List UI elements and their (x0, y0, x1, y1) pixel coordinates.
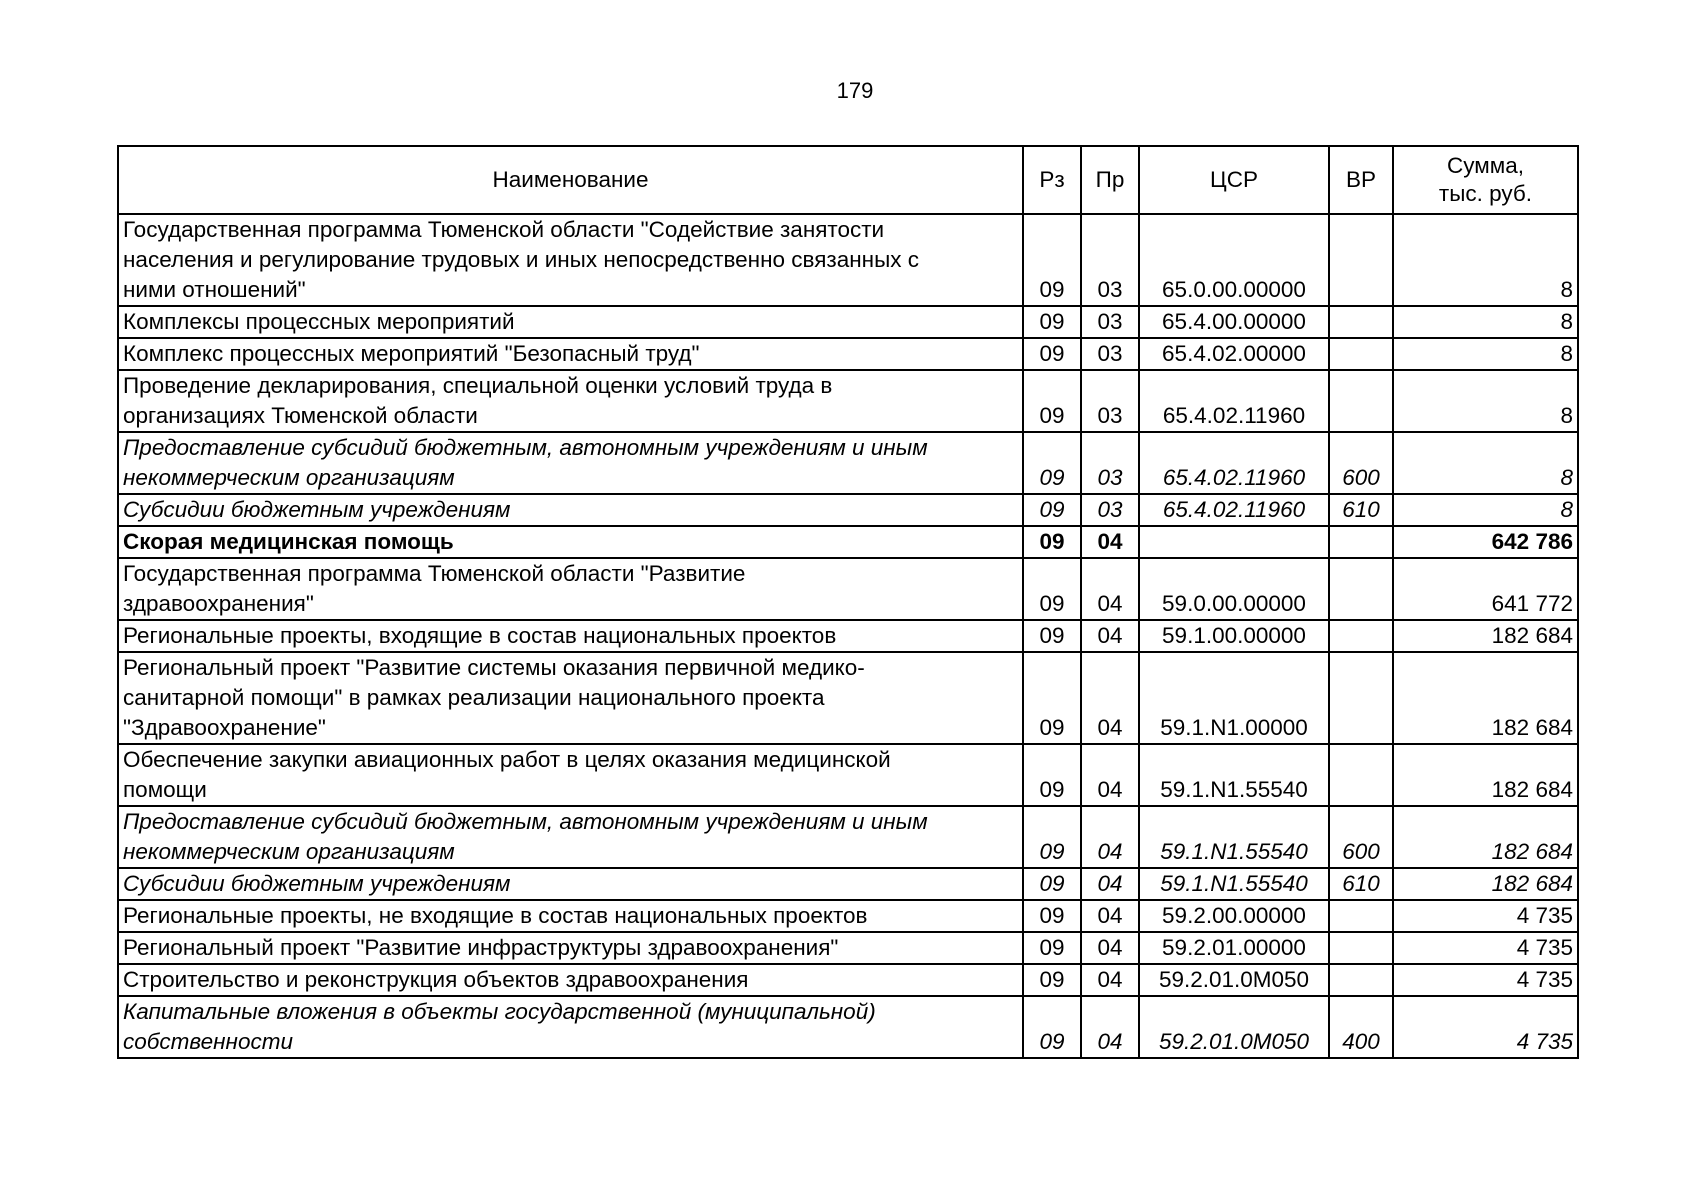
cell-pr: 04 (1081, 932, 1139, 964)
cell-vr: 600 (1329, 432, 1393, 494)
cell-vr (1329, 370, 1393, 432)
cell-sum: 8 (1393, 494, 1578, 526)
cell-name-line: Региональные проекты, не входящие в состав национальных проектов (123, 903, 868, 928)
cell-sum: 182 684 (1393, 744, 1578, 806)
cell-name-line: некоммерческим организациям (123, 465, 455, 490)
table-row (118, 620, 1578, 652)
cell-pr: 03 (1081, 306, 1139, 338)
cell-csr: 65.4.02.11960 (1139, 494, 1329, 526)
cell-name-line: "Здравоохранение" (123, 715, 326, 740)
cell-vr (1329, 964, 1393, 996)
header-csr: ЦСР (1139, 146, 1329, 214)
cell-rz: 09 (1023, 432, 1081, 494)
cell-vr (1329, 338, 1393, 370)
cell-name (118, 526, 1023, 558)
table-row (118, 370, 1578, 432)
cell-sum: 4 735 (1393, 932, 1578, 964)
cell-pr: 04 (1081, 806, 1139, 868)
table-header-row (118, 146, 1578, 214)
cell-name (118, 744, 1023, 806)
cell-name-line: Капитальные вложения в объекты государственной (муниципальной) (123, 999, 876, 1024)
header-name: Наименование (118, 146, 1023, 214)
cell-name (118, 338, 1023, 370)
header-rz: Рз (1023, 146, 1081, 214)
cell-csr: 59.1.N1.55540 (1139, 868, 1329, 900)
cell-csr: 59.2.00.00000 (1139, 900, 1329, 932)
cell-sum: 182 684 (1393, 652, 1578, 744)
cell-pr: 04 (1081, 900, 1139, 932)
cell-csr: 65.4.02.00000 (1139, 338, 1329, 370)
cell-csr: 59.2.01.0М050 (1139, 996, 1329, 1058)
cell-vr (1329, 306, 1393, 338)
cell-rz: 09 (1023, 900, 1081, 932)
header-vr: ВР (1329, 146, 1393, 214)
page-number: 179 (836, 78, 874, 103)
table-row (118, 558, 1578, 620)
table-row (118, 806, 1578, 868)
cell-name (118, 494, 1023, 526)
cell-csr: 65.4.02.11960 (1139, 370, 1329, 432)
cell-rz: 09 (1023, 494, 1081, 526)
cell-pr: 04 (1081, 558, 1139, 620)
cell-name-line: Предоставление субсидий бюджетным, автономным учреждениям и иным (123, 435, 928, 460)
table-row (118, 964, 1578, 996)
cell-name (118, 900, 1023, 932)
cell-name (118, 652, 1023, 744)
cell-name-line: Проведение декларирования, специальной оценки условий труда в (123, 373, 833, 398)
cell-sum: 8 (1393, 306, 1578, 338)
cell-sum: 8 (1393, 214, 1578, 306)
cell-pr: 04 (1081, 652, 1139, 744)
cell-name-line: собственности (123, 1029, 293, 1054)
cell-vr: 610 (1329, 494, 1393, 526)
cell-name-line: Региональный проект "Развитие системы оказания первичной медико- (123, 655, 865, 680)
cell-csr: 59.0.00.00000 (1139, 558, 1329, 620)
header-pr: Пр (1081, 146, 1139, 214)
cell-pr: 03 (1081, 432, 1139, 494)
cell-name-line: Скорая медицинская помощь (123, 529, 454, 554)
cell-pr: 03 (1081, 338, 1139, 370)
cell-csr: 59.1.00.00000 (1139, 620, 1329, 652)
cell-rz: 09 (1023, 214, 1081, 306)
cell-rz: 09 (1023, 526, 1081, 558)
cell-pr: 03 (1081, 370, 1139, 432)
cell-rz: 09 (1023, 652, 1081, 744)
table-row (118, 214, 1578, 306)
cell-name-line: Субсидии бюджетным учреждениям (123, 871, 511, 896)
cell-name-line: Комплексы процессных мероприятий (123, 309, 515, 334)
cell-pr: 04 (1081, 620, 1139, 652)
cell-name (118, 370, 1023, 432)
cell-name (118, 214, 1023, 306)
cell-csr: 65.0.00.00000 (1139, 214, 1329, 306)
cell-csr (1139, 526, 1329, 558)
cell-name (118, 306, 1023, 338)
cell-name (118, 932, 1023, 964)
cell-sum: 4 735 (1393, 964, 1578, 996)
cell-name-line: здравоохранения" (123, 591, 314, 616)
cell-name-line: Региональный проект "Развитие инфраструктуры здравоохранения" (123, 935, 839, 960)
cell-csr: 65.4.02.11960 (1139, 432, 1329, 494)
cell-name-line: организациях Тюменской области (123, 403, 478, 428)
cell-pr: 04 (1081, 868, 1139, 900)
cell-csr: 65.4.00.00000 (1139, 306, 1329, 338)
cell-name-line: Государственная программа Тюменской области "Содействие занятости (123, 217, 885, 242)
cell-vr (1329, 620, 1393, 652)
cell-pr: 04 (1081, 964, 1139, 996)
cell-name-line: Предоставление субсидий бюджетным, автономным учреждениям и иным (123, 809, 928, 834)
cell-name (118, 868, 1023, 900)
cell-vr (1329, 744, 1393, 806)
cell-pr: 03 (1081, 214, 1139, 306)
cell-vr: 400 (1329, 996, 1393, 1058)
cell-rz: 09 (1023, 964, 1081, 996)
cell-sum: 182 684 (1393, 868, 1578, 900)
cell-rz: 09 (1023, 868, 1081, 900)
table-row (118, 306, 1578, 338)
cell-name-line: Региональные проекты, входящие в состав национальных проектов (123, 623, 837, 648)
table-body (118, 214, 1578, 1058)
cell-name-line: санитарной помощи" в рамках реализации национального проекта (123, 685, 825, 710)
table-row (118, 652, 1578, 744)
header-sum-line2: тыс. руб. (1438, 181, 1533, 206)
header-sum (1393, 146, 1578, 214)
cell-csr: 59.1.N1.55540 (1139, 806, 1329, 868)
cell-rz: 09 (1023, 806, 1081, 868)
header-sum-line1: Сумма, (1447, 153, 1524, 178)
cell-pr: 04 (1081, 744, 1139, 806)
cell-rz: 09 (1023, 558, 1081, 620)
cell-name (118, 964, 1023, 996)
table-row (118, 338, 1578, 370)
cell-vr (1329, 900, 1393, 932)
table-row (118, 900, 1578, 932)
cell-csr: 59.2.01.0М050 (1139, 964, 1329, 996)
table-row (118, 744, 1578, 806)
cell-csr: 59.1.N1.00000 (1139, 652, 1329, 744)
cell-name-line: Субсидии бюджетным учреждениям (123, 497, 511, 522)
cell-name-line: Государственная программа Тюменской области "Развитие (123, 561, 746, 586)
cell-name (118, 620, 1023, 652)
cell-vr (1329, 526, 1393, 558)
cell-sum: 8 (1393, 432, 1578, 494)
table-row (118, 996, 1578, 1058)
cell-name (118, 558, 1023, 620)
budget-table (117, 145, 1579, 1059)
cell-sum: 4 735 (1393, 996, 1578, 1058)
cell-vr (1329, 932, 1393, 964)
cell-rz: 09 (1023, 370, 1081, 432)
cell-rz: 09 (1023, 306, 1081, 338)
table-row (118, 868, 1578, 900)
cell-rz: 09 (1023, 620, 1081, 652)
cell-sum: 182 684 (1393, 620, 1578, 652)
cell-rz: 09 (1023, 996, 1081, 1058)
cell-vr (1329, 558, 1393, 620)
cell-name-line: населения и регулирование трудовых и иных непосредственно связанных с (123, 247, 920, 272)
cell-sum: 641 772 (1393, 558, 1578, 620)
cell-name-line: некоммерческим организациям (123, 839, 455, 864)
table-row (118, 526, 1578, 558)
cell-rz: 09 (1023, 744, 1081, 806)
cell-sum: 642 786 (1393, 526, 1578, 558)
cell-rz: 09 (1023, 932, 1081, 964)
cell-name-line: Комплекс процессных мероприятий "Безопасный труд" (123, 341, 700, 366)
cell-rz: 09 (1023, 338, 1081, 370)
cell-sum: 8 (1393, 338, 1578, 370)
cell-pr: 04 (1081, 526, 1139, 558)
cell-name-line: Обеспечение закупки авиационных работ в целях оказания медицинской (123, 747, 891, 772)
cell-sum: 4 735 (1393, 900, 1578, 932)
cell-sum: 8 (1393, 370, 1578, 432)
cell-vr: 600 (1329, 806, 1393, 868)
cell-name (118, 806, 1023, 868)
cell-name-line: ними отношений" (123, 277, 306, 302)
cell-pr: 04 (1081, 996, 1139, 1058)
cell-csr: 59.2.01.00000 (1139, 932, 1329, 964)
cell-vr: 610 (1329, 868, 1393, 900)
cell-name-line: помощи (123, 777, 207, 802)
table-row (118, 932, 1578, 964)
cell-name (118, 996, 1023, 1058)
cell-vr (1329, 652, 1393, 744)
cell-csr: 59.1.N1.55540 (1139, 744, 1329, 806)
table-row (118, 494, 1578, 526)
cell-vr (1329, 214, 1393, 306)
cell-sum: 182 684 (1393, 806, 1578, 868)
cell-pr: 03 (1081, 494, 1139, 526)
cell-name (118, 432, 1023, 494)
cell-name-line: Строительство и реконструкция объектов здравоохранения (123, 967, 749, 992)
table-row (118, 432, 1578, 494)
